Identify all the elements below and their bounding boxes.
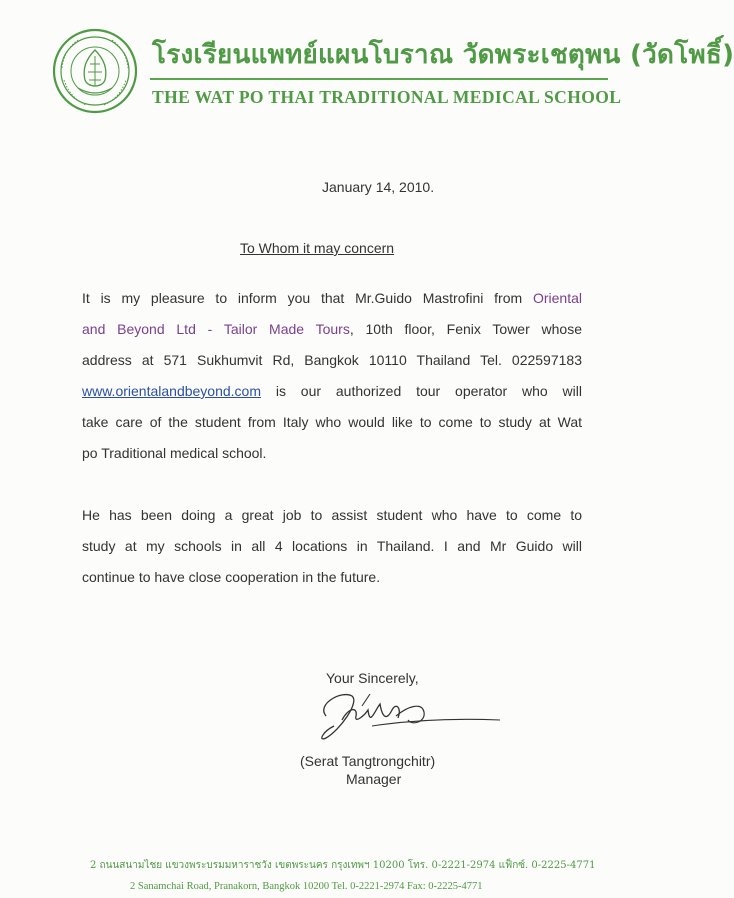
paragraph-line: address at 571 Sukhumvit Rd, Bangkok 10110 Thailand Tel. 022597183 — [82, 352, 582, 368]
letterhead-english-name: THE WAT PO THAI TRADITIONAL MEDICAL SCHOOL — [152, 87, 622, 107]
school-seal-icon — [52, 28, 138, 114]
website-link[interactable]: www.orientalandbeyond.com — [82, 383, 261, 399]
line-text: , 10th floor, Fenix Tower whose — [349, 321, 582, 337]
letter-closing: Your Sincerely, — [326, 670, 419, 686]
footer-english-address: 2 Sanamchai Road, Pranakorn, Bangkok 10200 Tel. 0-2221-2974 Fax: 0-2225-4771 — [130, 881, 483, 892]
paragraph-line: take care of the student from Italy who would like to come to study at Wat — [82, 414, 582, 430]
letter-date: January 14, 2010. — [322, 179, 435, 195]
company-name-text: and Beyond Ltd - Tailor Made Tours — [82, 321, 350, 337]
paragraph-line — [82, 314, 582, 345]
paragraph-line: He has been doing a great job to assist student who have to come to — [82, 507, 582, 523]
paragraph-line: study at my schools in all 4 locations in Thailand. I and Mr Guido will — [82, 538, 582, 554]
signatory-name: (Serat Tangtrongchitr) — [300, 753, 436, 769]
paragraph-line: po Traditional medical school. — [82, 445, 267, 461]
company-name-text: Oriental — [532, 290, 582, 306]
signatory-title: Manager — [346, 771, 402, 787]
footer-thai-address: 2 ถนนสนามไชย แขวงพระบรมมหาราชวัง เขตพระนคร กรุงเทพฯ 10200 โทร. 0-2221-2974 แฟ็กซ์. 0-2225-4771 — [90, 860, 596, 871]
paragraph-line — [82, 283, 582, 314]
paragraph-line: continue to have close cooperation in the future. — [82, 569, 381, 585]
letterhead-thai-name: โรงเรียนแพทย์แผนโบราณ วัดพระเชตุพน (วัดโพธิ์) — [152, 40, 734, 70]
paragraph-line — [82, 376, 582, 407]
line-text: It is my pleasure to inform you that Mr.Guido Mastrofini from — [82, 290, 533, 306]
line-text: is our authorized tour operator who will — [261, 383, 582, 399]
letter-paragraph-2 — [82, 500, 582, 593]
letter-paragraph-1 — [82, 283, 582, 469]
handwritten-signature — [312, 686, 508, 746]
letter-subject: To Whom it may concern — [240, 240, 395, 256]
letterhead-divider — [150, 78, 608, 80]
